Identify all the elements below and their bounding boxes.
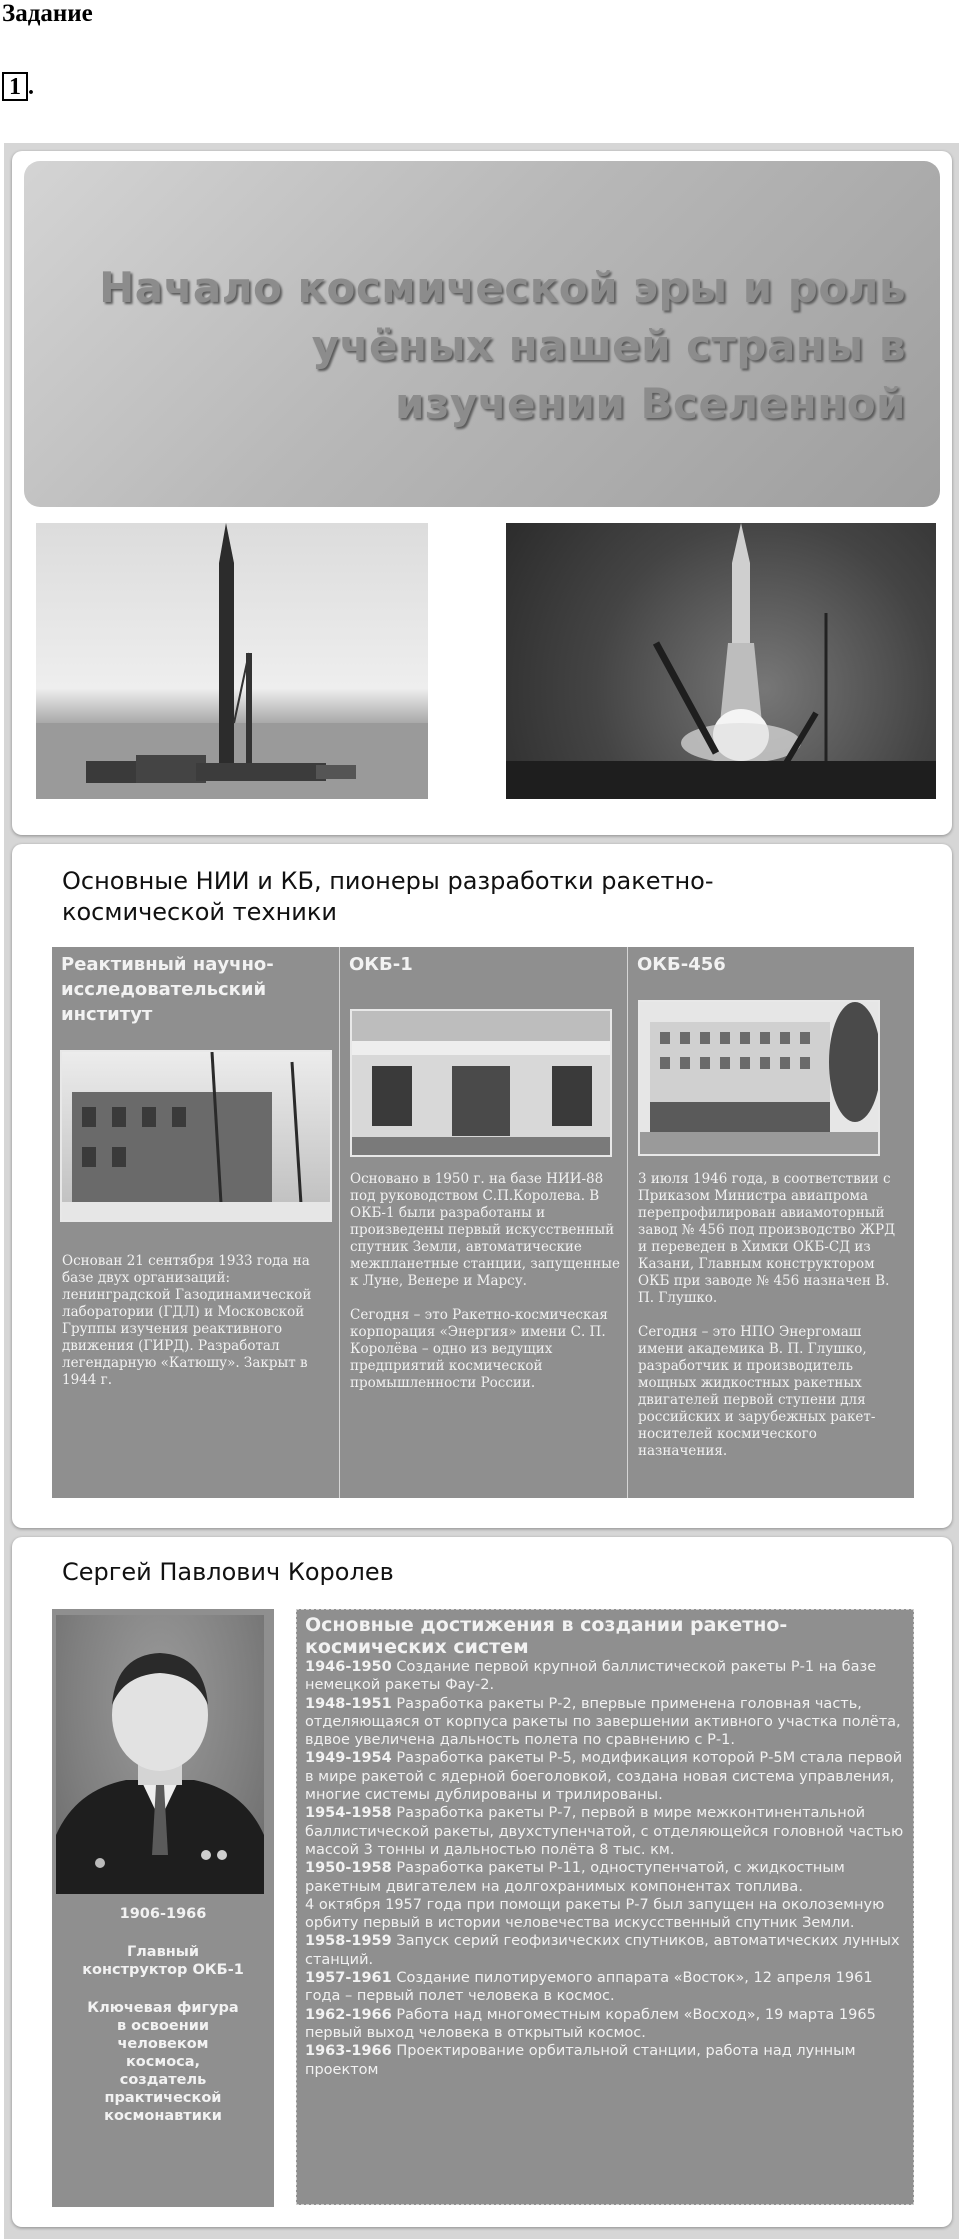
column-paragraph: Сегодня – это Ракетно-космическая корпорация «Энергия» имени С. П. Королёва – одно из ведущих предприятий космической промышленности России. (350, 1307, 608, 1391)
achievement-text: Разработка ракеты Р-5, модификация которой Р-5М стала первой в мире ракетой с ядерной боеголовкой, создана новая система управления, многие системы дублированы и трилированы. (305, 1750, 903, 1804)
achievement-text: Запуск серий геофизических спутников, автоматических лунных станций. (305, 1933, 900, 1968)
column-paragraph: Сегодня – это НПО Энергомаш имени академика В. П. Глушко, разработчик и производитель мощных жидкостных ракетных двигателей первой ступени для российских и зарубежных ракет-носителей космического назначения. (638, 1324, 876, 1459)
achievement-item (305, 1695, 905, 1750)
achievement-years: 1946-1950 (305, 1659, 392, 1675)
achievement-item (305, 1859, 905, 1896)
achievement-years: 1948-1951 (305, 1695, 392, 1712)
column-title: Реактивный научно-исследовательский институт (61, 954, 274, 1025)
achievement-item (305, 1932, 905, 1969)
achievement-item (305, 1896, 905, 1933)
korolev-portrait-photo (56, 1615, 264, 1894)
achievement-years: 1950-1958 (305, 1860, 392, 1877)
achievement-item (305, 1658, 905, 1695)
task-number: 1 . (2, 72, 34, 101)
achievement-text: Разработка ракеты Р-11, одноступенчатой, с жидкостным ракетным двигателем на долгохранимых компонентах топлива. (305, 1860, 845, 1895)
summary-text: Ключевая фигура в освоении человеком космоса, создатель практической космонавтики (87, 2000, 239, 2124)
column-paragraph: Основано в 1950 г. на базе НИИ-88 под руководством С.П.Королева. В ОКБ-1 были разработаны и произведены первый искусственный спутник Земли, автоматические межпланетные станции, запущенные к Луне, Венере и Марсу. (350, 1171, 620, 1289)
achievement-years: 1957-1961 (305, 1970, 392, 1987)
column-paragraph: Основан 21 сентября 1933 года на базе двух организаций: ленинградской Газодинамической лаборатории (ГДЛ) и Московской Группы изучения реактивного движения (ГИРД). Разработал легендарную «Катюшу». Закрыт в 1944 г. (62, 1253, 312, 1388)
slide-institutes (12, 844, 952, 1528)
column-text (350, 1171, 620, 1409)
achievement-item (305, 1969, 905, 2006)
achievement-item (305, 2042, 905, 2079)
achievement-years: 1962-1966 (305, 2006, 392, 2023)
life-years: 1906-1966 (119, 1906, 207, 1922)
slides-sheet (4, 143, 959, 2239)
role-text: Главный конструктор ОКБ-1 (82, 1944, 244, 1978)
achievement-text: Создание пилотируемого аппарата «Восток», 12 апреля 1961 года – первый полет человека в космос. (305, 1970, 873, 2005)
energomash-building-photo (638, 1000, 880, 1156)
rnii-building-photo (60, 1050, 332, 1222)
achievement-years: 1954-1958 (305, 1805, 392, 1822)
column-title: ОКБ-1 (349, 954, 413, 975)
portrait-panel (52, 1609, 274, 2207)
achievement-text: Работа над многоместным кораблем «Восход», 19 марта 1965 первый выход человека в открытый космос. (305, 2006, 876, 2041)
title-banner (24, 161, 940, 507)
achievement-text: Разработка ракеты Р-7, первой в мире межконтинентальной баллистической ракеты, двухступенчатой, с отделяющейся головной частью массой 3 тонны и дальностью полёта 8 тыс. км. (305, 1805, 904, 1858)
achievement-item (305, 2006, 905, 2043)
slide-korolev (12, 1537, 952, 2227)
column-text (638, 1171, 906, 1477)
achievement-text: Разработка ракеты Р-2, впервые применена головная часть, отделяющаяся от корпуса ракеты по завершении активного участка полёта, вдвое увеличена дальность полета по сравнению с Р-1. (305, 1695, 901, 1749)
rocket-launch-photo (506, 523, 936, 799)
task-number-box: 1 (2, 72, 28, 101)
institutes-table (52, 947, 914, 1498)
energia-building-photo (350, 1009, 612, 1157)
column-title: ОКБ-456 (637, 954, 726, 975)
achievements-title: Основные достижения в создании ракетно-космических систем (305, 1614, 788, 1658)
achievements-list (305, 1658, 905, 2079)
achievements-panel (296, 1609, 914, 2205)
achievement-years: 1958-1959 (305, 1933, 392, 1950)
achievement-text: Проектирование орбитальной станции, работа над лунным проектом (305, 2043, 856, 2078)
slide-title-text: Начало космической эры и роль учёных нашей страны в изучении Вселенной (99, 263, 906, 428)
slide-heading: Сергей Павлович Королев (62, 1558, 394, 1586)
column-okb1 (340, 947, 628, 1498)
column-rnii (52, 947, 340, 1498)
achievement-text: 4 октября 1957 года при помощи ракеты Р-7 был запущен на околоземную орбиту первый в истории человечества искусственный спутник Земли. (305, 1896, 885, 1932)
achievement-text: Создание первой крупной баллистической ракеты Р-1 на базе немецкой ракеты Фау-2. (305, 1659, 877, 1694)
column-paragraph: 3 июля 1946 года, в соответствии с Приказом Министра авиапрома перепрофилирован авиамоторный завод № 456 под производство ЖРД и переведен в Химки ОКБ-СД из Казани, Главным конструктором ОКБ при заводе № 456 назначен В. П. Глушко. (638, 1171, 896, 1306)
achievement-item (305, 1804, 905, 1859)
achievement-years: 1949-1954 (305, 1750, 392, 1767)
rocket-on-launch-pad-photo (36, 523, 428, 799)
column-text (62, 1253, 332, 1406)
slide-title (12, 151, 952, 835)
slide-heading: Основные НИИ и КБ, пионеры разработки ракетно-космической техники (62, 867, 714, 926)
page-title: Задание (2, 0, 93, 27)
column-okb456 (628, 947, 914, 1498)
achievement-item (305, 1749, 905, 1804)
achievement-years: 1963-1966 (305, 2043, 392, 2060)
